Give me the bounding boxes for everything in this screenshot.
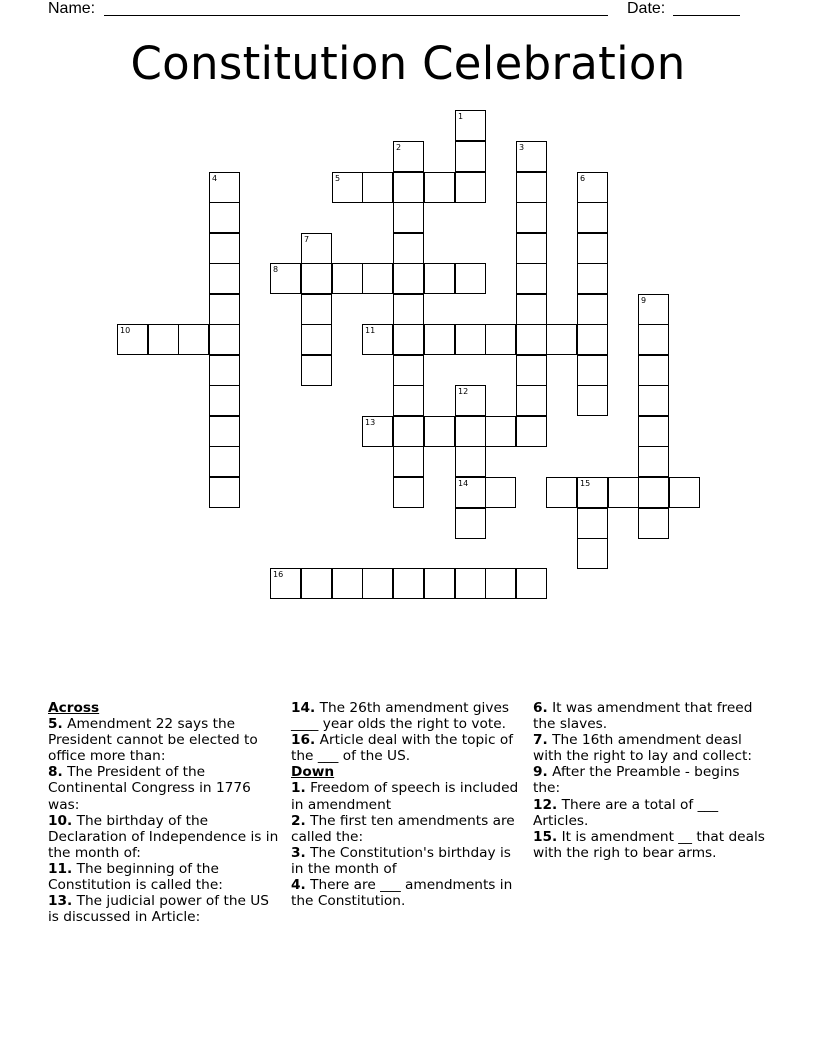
crossword-cell[interactable] <box>209 294 240 325</box>
down-heading: Down <box>291 764 335 781</box>
clue-text: The 26th amendment gives ____ year olds the right to vote. <box>291 700 510 733</box>
clue-number: 11. <box>48 860 73 877</box>
crossword-cell[interactable] <box>209 416 240 447</box>
clue-number: 1. <box>291 780 306 797</box>
name-label: Name: <box>48 0 96 17</box>
crossword-cell[interactable] <box>209 385 240 416</box>
crossword-cell[interactable] <box>209 233 240 264</box>
crossword-cell[interactable] <box>332 172 363 203</box>
clue-number: 12. <box>533 796 558 813</box>
crossword-cell[interactable] <box>516 568 547 599</box>
crossword-cell[interactable] <box>546 324 577 355</box>
cell-number: 8 <box>273 265 279 274</box>
crossword-cell[interactable] <box>362 172 393 203</box>
clue-number: 15. <box>533 828 558 845</box>
crossword-cell[interactable] <box>393 385 424 416</box>
crossword-cell[interactable] <box>209 202 240 233</box>
crossword-cell[interactable] <box>577 324 608 355</box>
crossword-cell[interactable] <box>455 477 486 508</box>
clue-text: The 16th amendment deasl with the right to lay and collect: <box>533 732 752 765</box>
clue-across-11 <box>48 861 284 893</box>
crossword-cell[interactable] <box>455 446 486 477</box>
crossword-cell[interactable] <box>638 508 669 539</box>
clue-across-8 <box>48 764 284 812</box>
cell-number: 11 <box>365 326 376 335</box>
crossword-cell[interactable] <box>455 508 486 539</box>
clue-down-6 <box>533 700 769 732</box>
crossword-cell[interactable] <box>209 324 240 355</box>
crossword-cell[interactable] <box>178 324 209 355</box>
clue-across-13 <box>48 893 284 925</box>
crossword-cell[interactable] <box>148 324 179 355</box>
crossword-cell[interactable] <box>638 355 669 386</box>
crossword-cell[interactable] <box>332 568 363 599</box>
crossword-cell[interactable] <box>424 568 455 599</box>
cell-number: 16 <box>273 570 284 579</box>
crossword-cell[interactable] <box>638 446 669 477</box>
clue-text: Article deal with the topic of the ___ of the US. <box>291 732 514 765</box>
crossword-cell[interactable] <box>209 477 240 508</box>
crossword-cell[interactable] <box>455 385 486 416</box>
cell-number: 12 <box>458 387 469 396</box>
clue-down-3 <box>291 845 525 877</box>
crossword-cell[interactable] <box>577 477 608 508</box>
crossword-cell[interactable] <box>577 355 608 386</box>
clue-down-12 <box>533 797 769 829</box>
cell-number: 4 <box>212 174 218 183</box>
clue-text: After the Preamble - begins the: <box>533 764 740 797</box>
clue-number: 6. <box>533 700 548 716</box>
cell-number: 7 <box>304 235 310 244</box>
clue-column-3 <box>533 700 769 861</box>
clue-text: The birthday of the Declaration of Independence is in the month of: <box>48 812 279 861</box>
crossword-cell[interactable] <box>270 263 301 294</box>
crossword-cell[interactable] <box>301 294 332 325</box>
clue-down-9 <box>533 764 769 796</box>
clue-number: 5. <box>48 716 63 733</box>
puzzle-title: Constitution Celebration <box>130 37 686 90</box>
crossword-cell[interactable] <box>516 263 547 294</box>
crossword-cell[interactable] <box>638 294 669 325</box>
crossword-cell[interactable] <box>424 172 455 203</box>
clue-text: Amendment 22 says the President cannot be elected to office more than: <box>48 716 258 765</box>
crossword-cell[interactable] <box>455 416 486 447</box>
cell-number: 3 <box>519 143 525 152</box>
crossword-cell[interactable] <box>393 416 424 447</box>
crossword-cell[interactable] <box>424 263 455 294</box>
crossword-cell[interactable] <box>424 324 455 355</box>
crossword-cell[interactable] <box>485 477 516 508</box>
crossword-cell[interactable] <box>301 355 332 386</box>
crossword-cell[interactable] <box>209 172 240 203</box>
clue-number: 8. <box>48 764 63 781</box>
crossword-cell[interactable] <box>393 568 424 599</box>
cell-number: 6 <box>580 174 586 183</box>
crossword-cell[interactable] <box>455 263 486 294</box>
clue-number: 2. <box>291 812 306 829</box>
crossword-cell[interactable] <box>577 172 608 203</box>
crossword-cell[interactable] <box>393 263 424 294</box>
crossword-cell[interactable] <box>455 568 486 599</box>
clue-number: 16. <box>291 732 316 749</box>
cell-number: 9 <box>641 296 647 305</box>
crossword-cell[interactable] <box>362 263 393 294</box>
clue-across-10 <box>48 813 284 861</box>
cell-number: 14 <box>458 479 469 488</box>
crossword-cell[interactable] <box>485 324 516 355</box>
clue-text: There are a total of ___ Articles. <box>533 796 719 829</box>
crossword-cell[interactable] <box>393 141 424 172</box>
clue-down-2 <box>291 813 525 845</box>
crossword-cell[interactable] <box>393 446 424 477</box>
cell-number: 2 <box>396 143 402 152</box>
across-heading: Across <box>48 700 100 716</box>
crossword-cell[interactable] <box>301 568 332 599</box>
crossword-cell[interactable] <box>638 385 669 416</box>
clue-text: The judicial power of the US is discussed in Article: <box>48 893 269 926</box>
clue-text: The beginning of the Constitution is called the: <box>48 860 223 894</box>
crossword-cell[interactable] <box>301 324 332 355</box>
crossword-cell[interactable] <box>669 477 700 508</box>
clue-number: 10. <box>48 812 73 829</box>
crossword-cell[interactable] <box>332 263 363 294</box>
crossword-cell[interactable] <box>577 294 608 325</box>
crossword-cell[interactable] <box>209 263 240 294</box>
crossword-cell[interactable] <box>393 294 424 325</box>
crossword-cell[interactable] <box>301 263 332 294</box>
crossword-cell[interactable] <box>516 355 547 386</box>
crossword-cell[interactable] <box>638 416 669 447</box>
crossword-cell[interactable] <box>516 416 547 447</box>
clue-number: 3. <box>291 844 306 861</box>
clue-across-14 <box>291 700 525 732</box>
crossword-cell[interactable] <box>393 477 424 508</box>
crossword-cell[interactable] <box>577 202 608 233</box>
clue-across-16 <box>291 732 525 764</box>
clue-column-2 <box>291 700 525 909</box>
crossword-cell[interactable] <box>516 324 547 355</box>
crossword-cell[interactable] <box>638 324 669 355</box>
clue-column-1 <box>48 700 284 925</box>
crossword-cell[interactable] <box>608 477 639 508</box>
clue-across-5 <box>48 716 284 764</box>
crossword-cell[interactable] <box>362 324 393 355</box>
crossword-cell[interactable] <box>117 324 148 355</box>
cell-number: 10 <box>120 326 131 335</box>
clue-text: Freedom of speech is included in amendment <box>291 780 519 813</box>
crossword-cell[interactable] <box>393 172 424 203</box>
cell-number: 1 <box>458 112 464 121</box>
crossword-cell[interactable] <box>516 172 547 203</box>
clue-number: 4. <box>291 877 306 894</box>
crossword-cell[interactable] <box>516 385 547 416</box>
crossword-cell[interactable] <box>270 568 301 599</box>
cell-number: 13 <box>365 418 376 427</box>
crossword-cell[interactable] <box>209 355 240 386</box>
crossword-cell[interactable] <box>485 416 516 447</box>
clue-number: 13. <box>48 893 73 910</box>
crossword-cell[interactable] <box>424 416 455 447</box>
crossword-cell[interactable] <box>516 294 547 325</box>
clue-number: 9. <box>533 764 548 781</box>
crossword-cell[interactable] <box>301 233 332 264</box>
clue-down-1 <box>291 780 525 812</box>
clue-down-7 <box>533 732 769 764</box>
crossword-cell[interactable] <box>577 508 608 539</box>
crossword-cell[interactable] <box>516 233 547 264</box>
crossword-cell[interactable] <box>393 324 424 355</box>
crossword-cell[interactable] <box>516 202 547 233</box>
crossword-cell[interactable] <box>455 172 486 203</box>
crossword-cell[interactable] <box>362 568 393 599</box>
clue-number: 14. <box>291 700 316 716</box>
crossword-cell[interactable] <box>455 110 486 141</box>
crossword-cell[interactable] <box>455 324 486 355</box>
clue-down-4 <box>291 877 525 909</box>
crossword-cell[interactable] <box>546 477 577 508</box>
clue-down-15 <box>533 829 769 861</box>
clue-text: The first ten amendments are called the: <box>291 812 515 845</box>
clue-text: It is amendment __ that deals with the righ to bear arms. <box>533 828 765 861</box>
crossword-cell[interactable] <box>577 263 608 294</box>
clue-number: 7. <box>533 732 548 749</box>
cell-number: 15 <box>580 479 591 488</box>
crossword-cell[interactable] <box>393 233 424 264</box>
crossword-cell[interactable] <box>209 446 240 477</box>
crossword-cell[interactable] <box>577 538 608 569</box>
date-label: Date: <box>627 0 666 17</box>
cell-number: 5 <box>335 174 341 183</box>
crossword-cell[interactable] <box>577 233 608 264</box>
crossword-cell[interactable] <box>393 202 424 233</box>
crossword-cell[interactable] <box>362 416 393 447</box>
crossword-cell[interactable] <box>577 385 608 416</box>
crossword-cell[interactable] <box>516 141 547 172</box>
crossword-cell[interactable] <box>485 568 516 599</box>
crossword-cell[interactable] <box>393 355 424 386</box>
crossword-cell[interactable] <box>455 141 486 172</box>
crossword-cell[interactable] <box>638 477 669 508</box>
clue-text: There are ___ amendments in the Constitution. <box>291 877 513 910</box>
clue-text: The Constitution's birthday is in the month of <box>291 844 511 877</box>
clue-text: The President of the Continental Congress in 1776 was: <box>48 764 251 813</box>
clue-text: It was amendment that freed the slaves. <box>533 700 753 733</box>
